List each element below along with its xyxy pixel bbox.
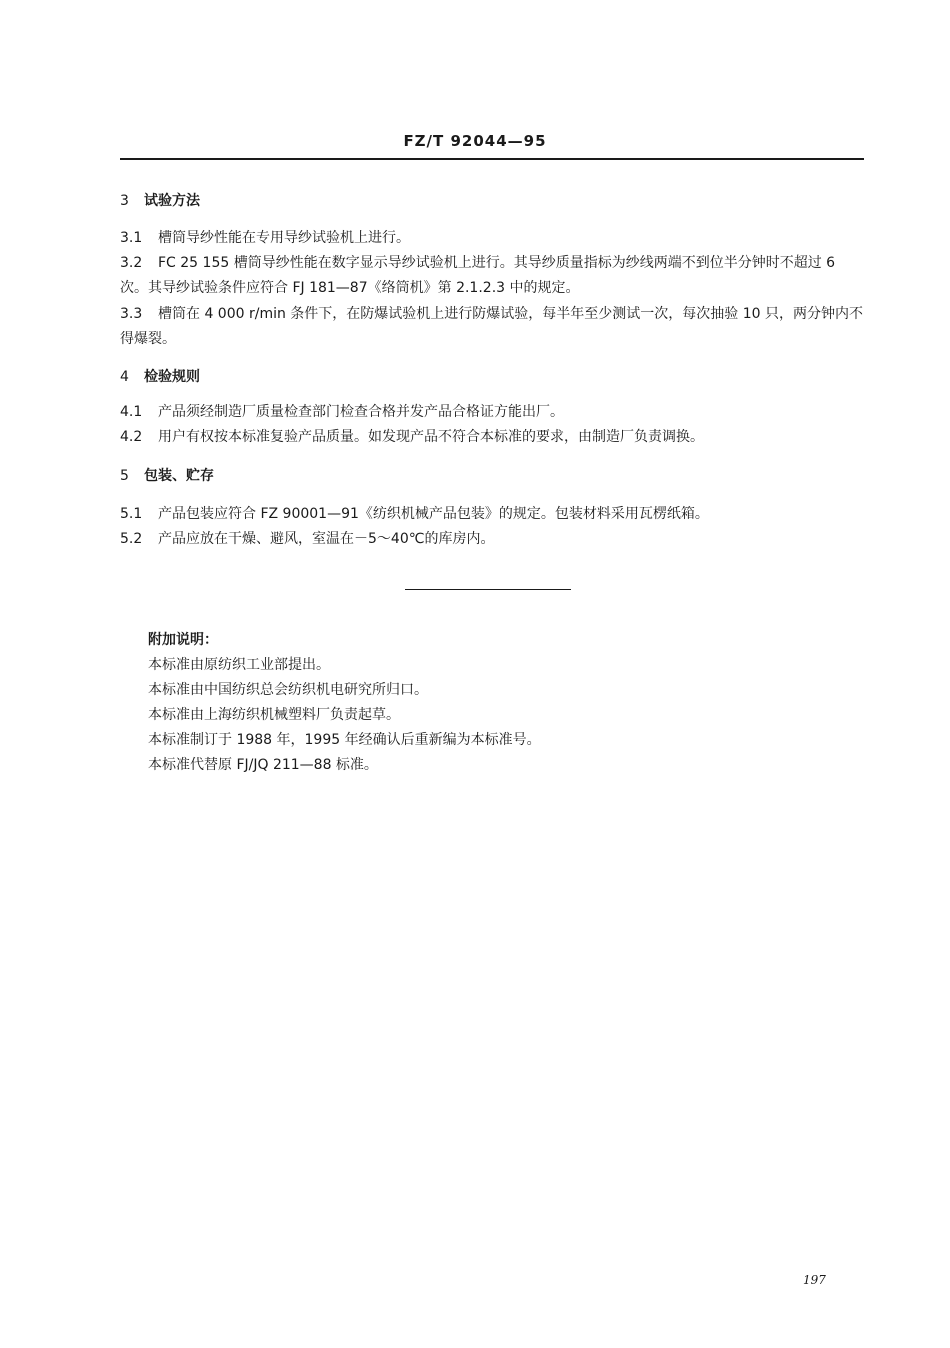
notes-line: 本标准由上海纺织机械塑料厂负责起草。 (148, 707, 400, 723)
section-heading-3 (120, 190, 200, 210)
section-number: 5 (120, 468, 129, 484)
notes-title: 附加说明： (148, 632, 218, 648)
section-title: 检验规则 (144, 369, 200, 385)
clause-4-1 (120, 400, 864, 425)
clause-text: 用户有权按本标准复验产品质量。如发现产品不符合本标准的要求，由制造厂负责调换。 (158, 429, 704, 445)
standard-code: FZ/T 92044—95 (403, 132, 547, 150)
clause-number: 4.2 (120, 429, 143, 445)
clause-text: FC 25 155 槽筒导纱性能在数字显示导纱试验机上进行。其导纱质量指标为纱线两端不到位半分钟时不超过 6 次。其导纱试验条件应符合 FJ 181—87《络筒机》第 2.1.2.3 中的规定。 (120, 255, 836, 296)
clause-3-3 (120, 302, 864, 352)
clause-3-2 (120, 251, 864, 301)
clause-number: 3.1 (120, 230, 143, 246)
clause-text: 槽筒在 4 000 r/min 条件下，在防爆试验机上进行防爆试验，每半年至少测试一次，每次抽验 10 只，两分钟内不得爆裂。 (120, 306, 864, 347)
notes-line: 本标准由中国纺织总会纺织机电研究所归口。 (148, 682, 428, 698)
clause-3-1 (120, 226, 864, 251)
clause-number: 3.2 (120, 255, 143, 271)
section-heading-4 (120, 366, 200, 386)
clause-number: 4.1 (120, 404, 143, 420)
section-number: 4 (120, 369, 129, 385)
clause-text: 产品包装应符合 FZ 90001—91《纺织机械产品包装》的规定。包装材料采用瓦楞纸箱。 (158, 506, 709, 522)
section-number: 3 (120, 193, 129, 209)
section-title: 试验方法 (144, 193, 200, 209)
notes-line: 本标准由原纺织工业部提出。 (148, 657, 330, 673)
page-number: 197 (803, 1273, 826, 1287)
section-title: 包装、贮存 (144, 468, 214, 484)
clause-number: 5.2 (120, 531, 143, 547)
additional-notes (148, 628, 541, 778)
clause-5-1 (120, 502, 864, 527)
clause-number: 5.1 (120, 506, 143, 522)
section-heading-5 (120, 465, 214, 485)
clause-text: 槽筒导纱性能在专用导纱试验机上进行。 (158, 230, 410, 246)
clause-4-2 (120, 425, 864, 450)
notes-line: 本标准代替原 FJ/JQ 211—88 标准。 (148, 757, 378, 773)
clause-text: 产品应放在干燥、避风，室温在－5～40℃的库房内。 (158, 531, 495, 547)
end-divider (405, 589, 571, 590)
clause-5-2 (120, 527, 864, 552)
notes-line: 本标准制订于 1988 年，1995 年经确认后重新编为本标准号。 (148, 732, 541, 748)
clause-number: 3.3 (120, 306, 143, 322)
header-divider (120, 158, 864, 160)
clause-text: 产品须经制造厂质量检查部门检查合格并发产品合格证方能出厂。 (158, 404, 564, 420)
